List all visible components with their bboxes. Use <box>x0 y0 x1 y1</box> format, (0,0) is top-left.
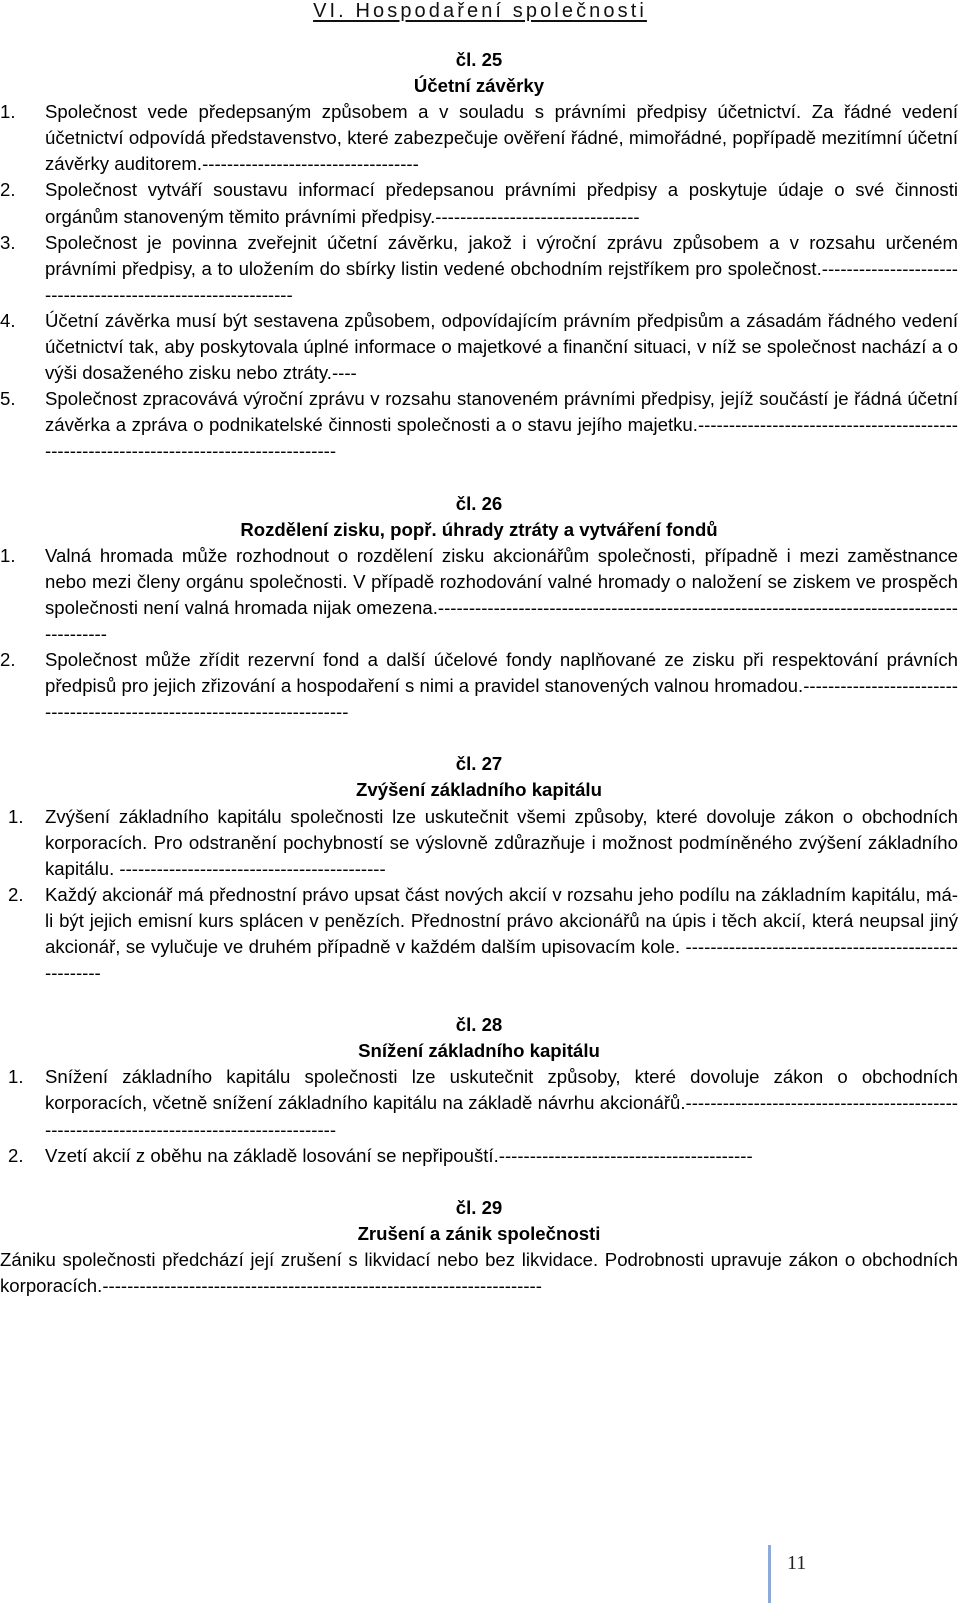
item-text: Každý akcionář má přednostní právo upsat část nových akcií v rozsahu jeho podílu na základním kapitálu, má-li být jejich emisní kurs splácen v penězích. Přednostní právo akcionářů na úpis i těch akcií, která neupsal jiný akcionář, se vylučuje ve druhém případně v každém dalším upisovacím kole. <box>45 883 958 957</box>
dash-filler: ----------------------------------------- <box>498 1144 753 1166</box>
article-items <box>0 543 958 726</box>
article-title: Zvýšení základního kapitálu <box>356 779 602 801</box>
item-text: Valná hromada může rozhodnout o rozdělení zisku akcionářům společnosti, případně i mezi zaměstnance nebo mezi členy orgánu společnosti. V případě rozhodování valné hromady o naložení se ziskem ve prospěch společnosti není valná hromada nijak omezena. <box>45 544 958 618</box>
article-item <box>0 1064 958 1142</box>
dash-filler: --------------------------------- <box>435 205 640 227</box>
item-number: 1. <box>8 1066 24 1088</box>
item-number: 1. <box>0 101 16 123</box>
item-text: Společnost může zřídit rezervní fond a další účelové fondy naplňované ze zisku při respektování právních předpisů pro jejich zřizování a hospodaření s nimi a pravidel stanovených valnou hromadou. <box>45 649 958 697</box>
article-item <box>0 882 958 986</box>
footer-accent-bar <box>768 1545 771 1603</box>
item-number: 1. <box>0 544 16 566</box>
item-number: 2. <box>8 883 24 905</box>
page-footer <box>768 1545 806 1605</box>
article-item <box>0 230 958 308</box>
item-text: Společnost vede předepsaným způsobem a v souladu s právními předpisy účetnictví. Za řádné vedení účetnictví odpovídá představenstvo, které zabezpečuje ověření řádné, mimořádné, popřípadě mezitímní účetní závěrky auditorem. <box>45 101 958 175</box>
article-item <box>0 99 958 177</box>
dash-filler: ------------------------------------------- <box>119 857 386 879</box>
article-item <box>0 177 958 229</box>
article-number: čl. 25 <box>455 49 503 70</box>
item-number: 1. <box>8 805 24 827</box>
article-26 <box>0 491 958 726</box>
dash-filler: ----------------------------------------------------------------------- <box>102 1275 542 1297</box>
dash-filler: ----------------------------------- <box>202 153 419 175</box>
item-number: 5. <box>0 388 16 410</box>
document-body <box>0 47 958 1299</box>
item-text: Účetní závěrka musí být sestavena způsobem, odpovídajícím právním předpisům a zásadám řádného vedení účetnictví tak, aby poskytovala úplné informace o majetkové a finanční situaci, v níž se společnost nachází a o výši dosaženého zisku nebo ztráty. <box>45 309 958 384</box>
article-items <box>0 1064 958 1168</box>
article-item <box>0 804 958 882</box>
article-number: čl. 29 <box>455 1196 503 1218</box>
article-number: čl. 26 <box>455 492 503 514</box>
article-item <box>0 308 958 386</box>
item-number: 2. <box>0 179 16 201</box>
dash-filler: ----------------------------------------------------- <box>45 936 958 984</box>
article-paragraph <box>0 1247 958 1299</box>
item-text: Vzetí akcií z oběhu na základě losování se nepřipouští. <box>45 1144 499 1166</box>
dash-filler: ---------------------------------------------------------------------------------------------- <box>45 596 958 644</box>
article-title: Rozdělení zisku, popř. úhrady ztráty a vytváření fondů <box>240 518 718 540</box>
page-number: 11 <box>787 1552 807 1574</box>
item-number: 2. <box>8 1144 24 1166</box>
dash-filler: -------------------------------------------------------------------------- <box>45 675 958 723</box>
chapter-title: VI. Hospodaření společnosti <box>313 0 647 22</box>
dash-filler: -------------------------------------------------------------- <box>45 257 958 305</box>
dash-filler: ------------------------------------------------------------------------------------------- <box>45 1092 958 1140</box>
item-text: Zvýšení základního kapitálu společnosti lze uskutečnit všemi způsoby, které dovoluje zákon o obchodních korporacích. Pro odstranění pochybností se výslovně zdůrazňuje i možnost podmíněného zvýšení základního kapitálu. <box>45 805 958 879</box>
dash-filler: ---- <box>331 362 357 384</box>
article-number: čl. 27 <box>455 753 503 775</box>
paragraph-text: Zániku společnosti předchází její zrušení s likvidací nebo bez likvidace. Podrobnosti upravuje zákon o obchodních korporacích. <box>0 1248 958 1297</box>
article-item <box>0 543 958 647</box>
article-items <box>0 804 958 987</box>
article-title: Účetní závěrky <box>413 75 545 97</box>
item-text: Společnost je povinna zveřejnit účetní závěrku, jakož i výroční zprávu způsobem a v rozsahu určeném právními předpisy, a to uložením do sbírky listin vedené obchodním rejstříkem pro společnost. <box>45 231 958 279</box>
article-29 <box>0 1195 958 1299</box>
article-item <box>0 1143 958 1169</box>
item-number: 3. <box>0 231 16 253</box>
dash-filler: ----------------------------------------------------------------------------------------- <box>45 414 958 462</box>
article-28 <box>0 1012 958 1169</box>
item-text: Společnost zpracovává výroční zprávu v rozsahu stanoveném právními předpisy, jejíž součástí je řádná účetní závěrka a zpráva o podnikatelské činnosti společnosti a o stavu jejího majetku. <box>45 388 958 436</box>
article-item <box>0 647 958 725</box>
article-27 <box>0 751 958 986</box>
article-title: Snížení základního kapitálu <box>358 1040 600 1062</box>
item-number: 4. <box>0 309 16 331</box>
item-text: Společnost vytváří soustavu informací předepsanou právními předpisy a poskytuje údaje o své činnosti orgánům stanoveným těmito právními předpisy. <box>45 179 958 227</box>
article-number: čl. 28 <box>455 1014 503 1036</box>
item-text: Snížení základního kapitálu společnosti lze uskutečnit způsoby, které dovoluje zákon o obchodních korporacích, včetně snížení základního kapitálu na základě návrhu akcionářů. <box>45 1066 958 1114</box>
article-25 <box>0 47 958 465</box>
article-items <box>0 99 958 464</box>
article-item <box>0 386 958 464</box>
article-title: Zrušení a zánik společnosti <box>357 1222 601 1244</box>
item-number: 2. <box>0 649 16 671</box>
